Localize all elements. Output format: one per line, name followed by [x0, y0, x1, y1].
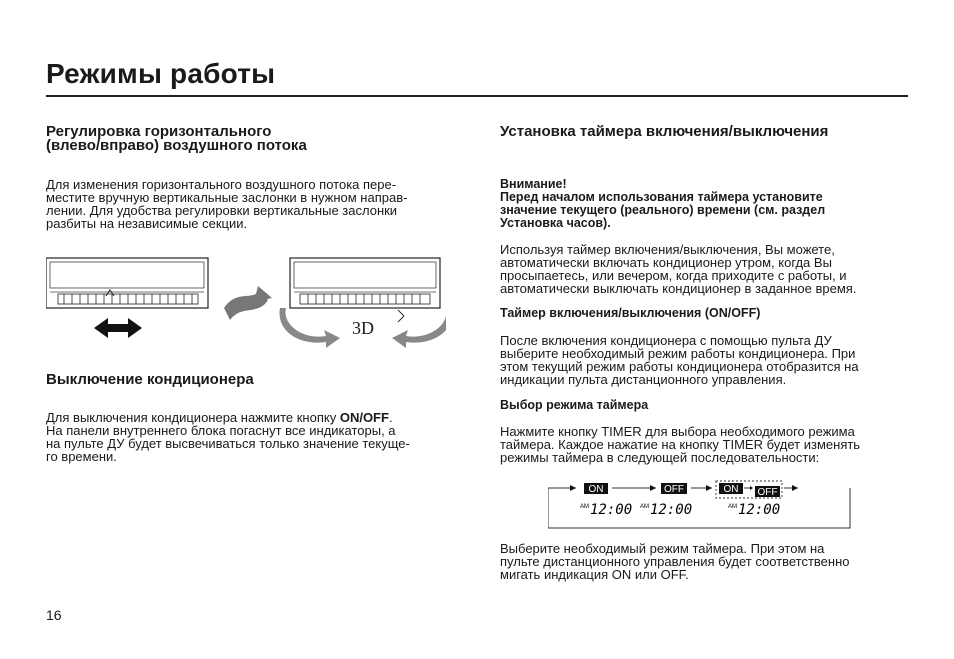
section-heading-horizontal-airflow-line2: (влево/вправо) воздушного потока — [46, 137, 307, 154]
attention-line: значение текущего (реального) времени (см. раздел — [500, 203, 826, 217]
section-turn-off — [46, 373, 456, 387]
text-line: режимы таймера в следующей последовательности: — [500, 450, 820, 465]
text-line: автоматически выключать кондиционер в заданное время. — [500, 281, 857, 296]
on-label-combined: ON — [723, 484, 739, 495]
section-timer — [500, 125, 910, 139]
subheading-timer-mode — [500, 399, 910, 412]
timer-sequence-diagram — [548, 478, 853, 530]
swing-left-arrow-icon — [280, 308, 340, 348]
attention-line: Установка часов). — [500, 216, 611, 230]
section-heading-horizontal-airflow-line1: Регулировка горизонтального — [46, 123, 272, 140]
indoor-unit-icon-left — [46, 258, 208, 308]
turn-off-text — [46, 411, 456, 463]
timer-onoff-text — [500, 334, 910, 386]
section-horizontal-airflow — [46, 125, 456, 153]
subheading-text: Выбор режима таймера — [500, 398, 649, 412]
text-line: разбиты на независимые секции. — [46, 216, 248, 231]
text-line: Выберите необходимый режим таймера. При этом на — [500, 541, 825, 556]
clock-time: 12:00 — [650, 502, 693, 518]
off-label-combined: OFF — [757, 487, 778, 498]
double-arrow-icon — [94, 318, 142, 338]
airflow-illustration — [46, 250, 446, 350]
text-line: После включения кондиционера с помощью пульта ДУ — [500, 333, 832, 348]
off-label: OFF — [664, 484, 684, 495]
am-label: AM — [580, 504, 589, 510]
attention-line: Перед началом использования таймера установите — [500, 190, 823, 204]
text-line: выберите необходимый режим работы кондиционера. При — [500, 346, 856, 361]
subheading-timer-onoff — [500, 307, 910, 320]
text-line: пульте дистанционного управления будет соответственно — [500, 554, 850, 569]
clock-time: 12:00 — [738, 502, 781, 518]
attention-label: Внимание! — [500, 177, 567, 191]
page-number: 16 — [46, 607, 62, 623]
attention-block — [500, 178, 910, 230]
text-line: индикации пульта дистанционного управления. — [500, 372, 787, 387]
page-title: Режимы работы — [46, 58, 276, 89]
text-line: на пульте ДУ будет высвечиваться только значение текуще- — [46, 436, 410, 451]
text-line: Для изменения горизонтального воздушного потока пере- — [46, 177, 397, 192]
text-fragment: Для выключения кондиционера нажмите кнопку — [46, 410, 340, 425]
text-line: го времени. — [46, 449, 117, 464]
title-rule — [46, 95, 908, 97]
timer-mode-text — [500, 425, 910, 464]
text-line: Нажмите кнопку TIMER для выбора необходимого режима — [500, 424, 855, 439]
section-heading-turn-off: Выключение кондиционера — [46, 371, 254, 388]
text-line: таймера. Каждое нажатие на кнопку TIMER будет изменять — [500, 437, 861, 452]
timer-intro-text — [500, 243, 910, 295]
text-line: На панели внутреннего блока погаснут все индикаторы, а — [46, 423, 396, 438]
text-line: просыпаетесь, или вечером, когда приходите с работы, и — [500, 268, 847, 283]
text-line: мигать индикация ON или OFF. — [500, 567, 689, 582]
section-heading-timer: Установка таймера включения/выключения — [500, 123, 829, 140]
horizontal-airflow-text — [46, 178, 456, 230]
text-line: этом текущий режим работы кондиционера отобразится на — [500, 359, 859, 374]
onoff-bold: ON/OFF — [339, 410, 389, 425]
text-line: Используя таймер включения/выключения, Вы можете, — [500, 242, 835, 257]
clock-time: 12:00 — [590, 502, 633, 518]
am-label: AM — [728, 504, 737, 510]
text-line: местите вручную вертикальные заслонки в нужном направ- — [46, 190, 408, 205]
text-line: автоматически включать кондиционер утром, когда Вы — [500, 255, 832, 270]
timer-select-text — [500, 542, 910, 581]
on-label: ON — [588, 484, 604, 495]
swing-right-arrow-icon — [392, 308, 446, 348]
text-fragment: . — [388, 410, 393, 425]
subheading-text: Таймер включения/выключения (ON/OFF) — [500, 306, 761, 320]
figure-label-3d: 3D — [352, 318, 374, 338]
text-line: лении. Для удобства регулировки вертикальные заслонки — [46, 203, 398, 218]
am-label: AM — [640, 504, 649, 510]
